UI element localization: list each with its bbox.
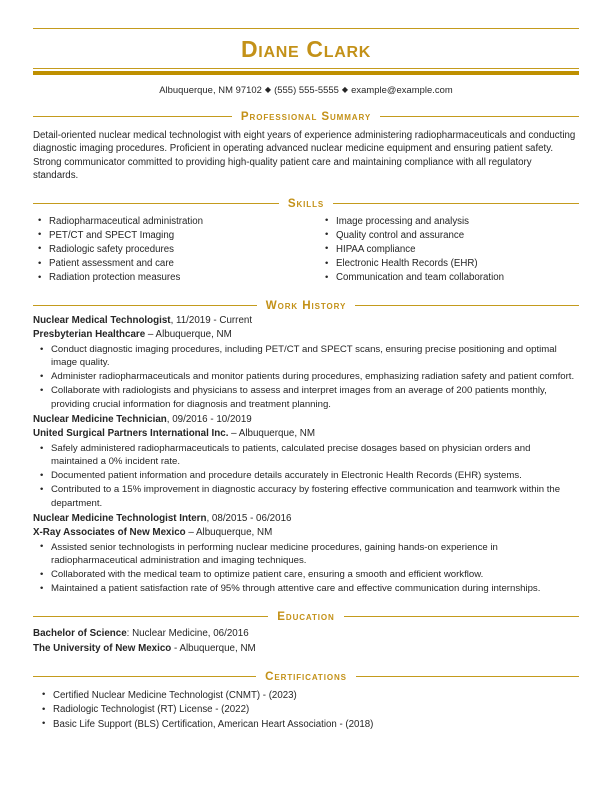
job-organization: United Surgical Partners International Inc. bbox=[33, 428, 229, 440]
list-item: • Quality control and assurance bbox=[320, 229, 579, 243]
skills-column-right bbox=[306, 215, 579, 286]
work-history-entry bbox=[33, 512, 579, 596]
job-organization: Presbyterian Healthcare bbox=[33, 329, 146, 341]
job-location: – Albuquerque, NM bbox=[185, 527, 273, 539]
skills-columns bbox=[33, 213, 579, 286]
section-title: Education bbox=[277, 609, 335, 623]
job-org-line bbox=[33, 427, 579, 441]
list-item: • Collaborated with the medical team to optimize patient care, ensuring a smooth and efficient workflow. bbox=[33, 568, 579, 581]
section-title: Professional Summary bbox=[240, 110, 372, 123]
list-item: • Documented patient information and procedure details accurately in Electronic Health Records (EHR) systems. bbox=[33, 469, 579, 482]
contact-phone: (555) 555-5555 bbox=[274, 84, 339, 95]
list-item: • Assisted senior technologists in performing nuclear medicine procedures, gaining hands-on experience in radiopharmaceutical administration and imaging techniques. bbox=[33, 541, 579, 568]
skills-list-right bbox=[320, 215, 579, 286]
section-skills bbox=[33, 198, 579, 286]
summary-text: Detail-oriented nuclear medical technologist with eight years of experience administering radiopharmaceuticals and conducting diagnostic imaging procedures. Proficient in operating advanced nuclear medicine equipment and ensuring patient safety. Strong communicator committed to providing high-quality patient care and maintaining compliance with all regulatory standards. bbox=[33, 129, 576, 182]
work-history-entry bbox=[33, 413, 579, 510]
skills-column-left bbox=[33, 215, 306, 286]
job-org-line bbox=[33, 526, 579, 540]
education-school-detail: - Albuquerque, NM bbox=[171, 642, 256, 654]
section-title: Skills bbox=[287, 196, 325, 210]
contact-separator-icon: ◆ bbox=[341, 85, 349, 94]
heading-rule-left bbox=[33, 203, 279, 204]
candidate-name: Diane Clark bbox=[241, 36, 371, 62]
job-title-line bbox=[33, 413, 579, 427]
list-item: • Contributed to a 15% improvement in diagnostic accuracy by fostering effective communication and teamwork within the department. bbox=[33, 483, 579, 510]
list-item: • Basic Life Support (BLS) Certification, American Heart Association - (2018) bbox=[33, 718, 579, 733]
heading-rule-right bbox=[355, 305, 579, 306]
heading-rule-left bbox=[33, 116, 232, 117]
job-title-line bbox=[33, 512, 579, 526]
list-item: • Patient assessment and care bbox=[33, 257, 306, 271]
list-item: • Collaborate with radiologists and physicians to assess and interpret images from an average of 200 patients monthly, providing crucial information for diagnosis and treatment planning. bbox=[33, 384, 579, 411]
job-bullets bbox=[33, 442, 579, 510]
list-item: • Safely administered radiopharmaceuticals to patients, calculated precise dosages based on physician orders and maintained a 0% incident rate. bbox=[33, 442, 579, 469]
list-item: • Radiologic safety procedures bbox=[33, 243, 306, 257]
job-title-line bbox=[33, 314, 579, 328]
education-degree: Bachelor of Science bbox=[33, 628, 127, 640]
contact-email: example@example.com bbox=[351, 84, 453, 95]
list-item: • Radiopharmaceutical administration bbox=[33, 215, 306, 229]
list-item: • Radiation protection measures bbox=[33, 271, 306, 285]
list-item: • Image processing and analysis bbox=[320, 215, 579, 229]
section-heading-certifications bbox=[33, 671, 579, 683]
list-item: • Administer radiopharmaceuticals and monitor patients during procedures, emphasizing radiation safety and patient comfort. bbox=[33, 370, 579, 383]
heading-rule-right bbox=[333, 203, 579, 204]
heading-rule-right bbox=[356, 676, 579, 677]
list-item: • Radiologic Technologist (RT) License - (2022) bbox=[33, 703, 579, 718]
section-heading-work-history bbox=[33, 300, 579, 312]
job-role: Nuclear Medicine Technician bbox=[33, 414, 167, 426]
heading-rule-left bbox=[33, 676, 256, 677]
job-location: – Albuquerque, NM bbox=[228, 428, 316, 440]
header-thin-rule bbox=[33, 68, 579, 69]
list-item: • Communication and team collaboration bbox=[320, 271, 579, 285]
section-title: Certifications bbox=[265, 669, 347, 683]
resume-header bbox=[33, 28, 579, 95]
section-professional-summary bbox=[33, 111, 579, 183]
section-work-history bbox=[33, 300, 579, 596]
job-role: Nuclear Medicine Technologist Intern bbox=[33, 513, 207, 525]
education-school: The University of New Mexico bbox=[33, 642, 172, 654]
job-organization: X-Ray Associates of New Mexico bbox=[33, 527, 186, 539]
job-location: – Albuquerque, NM bbox=[145, 329, 232, 341]
contact-location: Albuquerque, NM 97102 bbox=[159, 84, 262, 95]
education-degree-detail: : Nuclear Medicine, 06/2016 bbox=[126, 628, 249, 640]
heading-rule-right bbox=[344, 616, 579, 617]
skills-list-left bbox=[33, 215, 306, 286]
education-degree-line bbox=[33, 627, 579, 641]
list-item: • Certified Nuclear Medicine Technologist (CNMT) - (2023) bbox=[33, 689, 579, 704]
job-role: Nuclear Medical Technologist bbox=[33, 315, 171, 327]
list-item: • HIPAA compliance bbox=[320, 243, 579, 257]
section-certifications bbox=[33, 671, 579, 732]
work-history-entry bbox=[33, 314, 579, 411]
section-heading-education bbox=[33, 611, 579, 623]
list-item: • Conduct diagnostic imaging procedures, including PET/CT and SPECT scans, ensuring precise positioning and optimal image quality. bbox=[33, 343, 579, 370]
contact-line bbox=[33, 75, 579, 95]
section-heading-skills bbox=[33, 198, 579, 210]
job-bullets bbox=[33, 343, 579, 411]
heading-rule-right bbox=[380, 116, 579, 117]
heading-rule-left bbox=[33, 616, 268, 617]
job-dates: , 09/2016 - 10/2019 bbox=[166, 414, 252, 426]
job-bullets bbox=[33, 541, 579, 596]
job-dates: , 08/2015 - 06/2016 bbox=[206, 513, 292, 525]
list-item: • Electronic Health Records (EHR) bbox=[320, 257, 579, 271]
contact-separator-icon: ◆ bbox=[264, 85, 272, 94]
section-title: Work History bbox=[265, 298, 347, 312]
list-item: • Maintained a patient satisfaction rate of 95% through attentive care and effective communication during internships. bbox=[33, 582, 579, 595]
job-org-line bbox=[33, 328, 579, 342]
education-school-line bbox=[33, 642, 579, 656]
heading-rule-left bbox=[33, 305, 257, 306]
certifications-list bbox=[33, 688, 579, 733]
job-dates: , 11/2019 - Current bbox=[170, 315, 253, 327]
section-heading-professional-summary bbox=[33, 111, 579, 123]
list-item: • PET/CT and SPECT Imaging bbox=[33, 229, 306, 243]
section-education bbox=[33, 611, 579, 656]
